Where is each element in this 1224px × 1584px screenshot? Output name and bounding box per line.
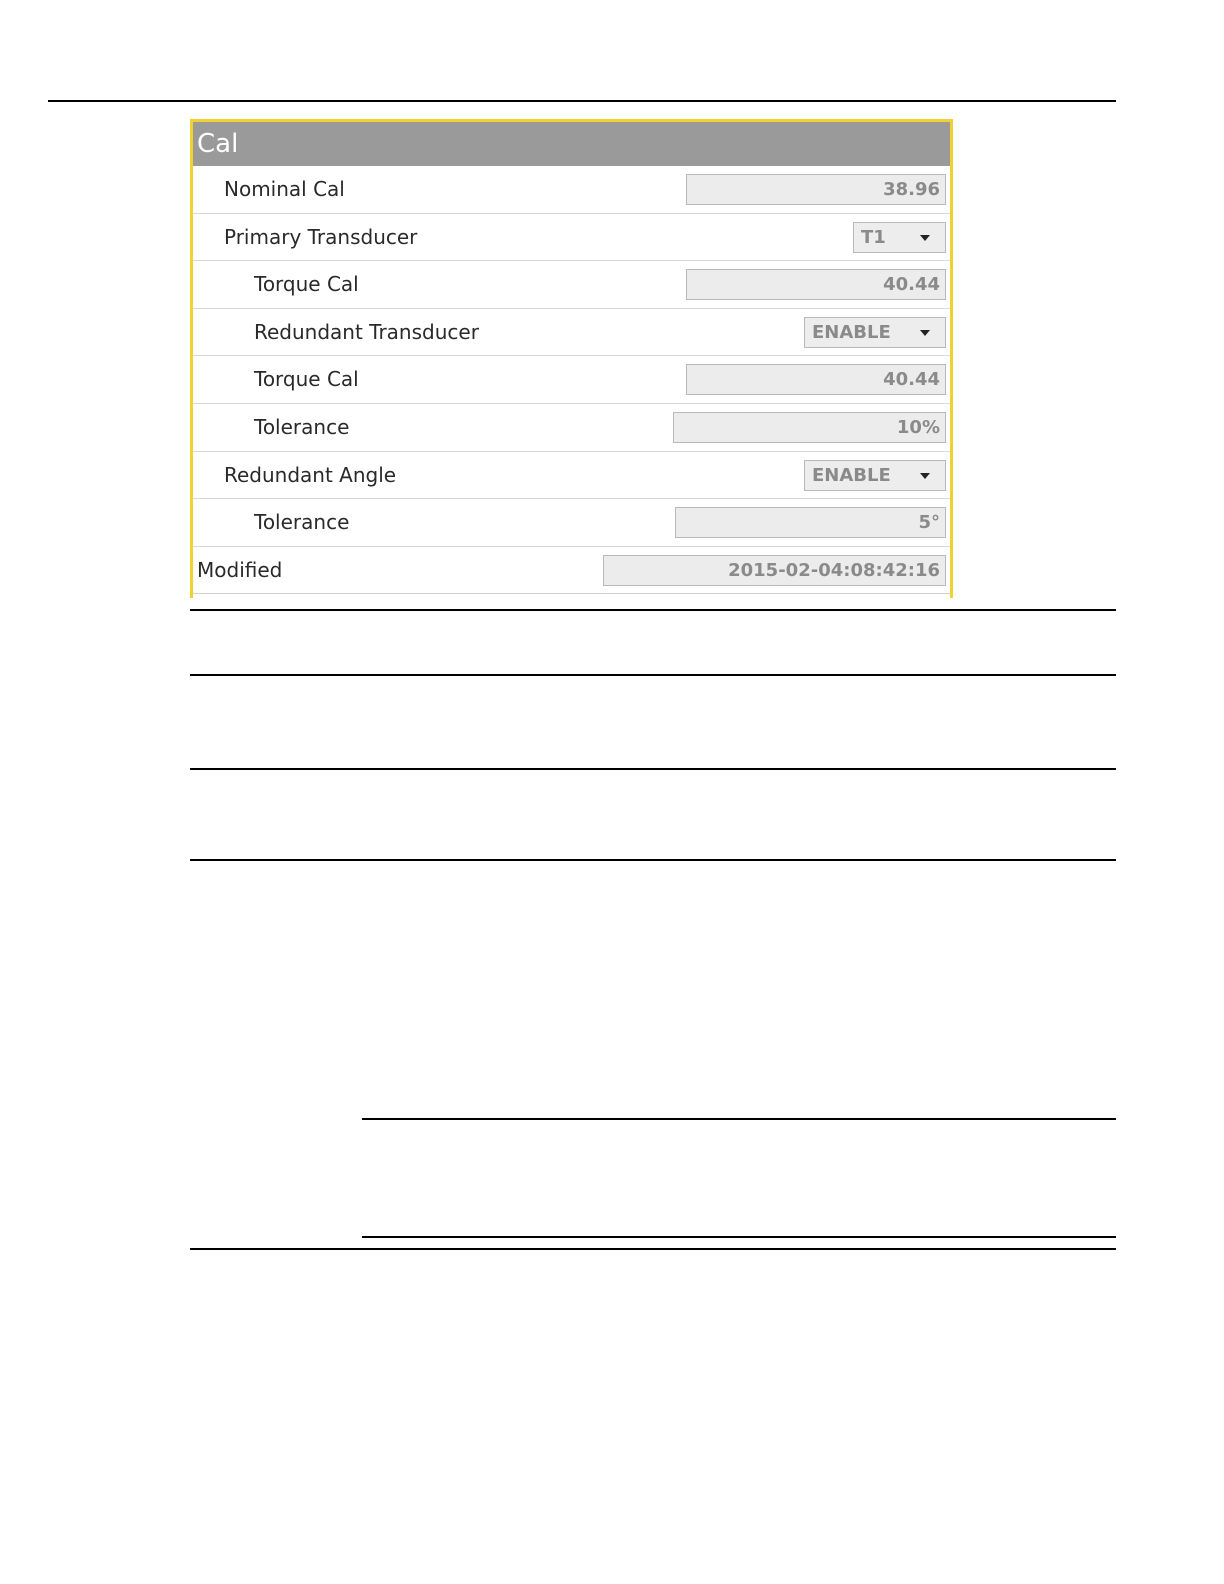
row-tolerance-percent (193, 404, 950, 452)
primary-transducer-label: Primary Transducer (224, 224, 418, 249)
divider-7 (190, 1248, 1116, 1250)
nominal-cal-label: Nominal Cal (224, 177, 345, 201)
primary-transducer-value: T1 (861, 226, 886, 248)
row-torque-cal-primary (193, 261, 950, 309)
divider-5 (362, 1118, 1116, 1120)
torque-cal-primary-field[interactable]: 40.44 (686, 269, 946, 300)
row-redundant-transducer (193, 309, 950, 357)
redundant-transducer-select[interactable] (804, 317, 946, 348)
divider-6 (362, 1236, 1116, 1238)
row-redundant-angle (193, 452, 950, 500)
row-modified (193, 547, 950, 595)
redundant-transducer-label: Redundant Transducer (254, 319, 479, 344)
cal-panel (190, 119, 953, 598)
tolerance-label: Tolerance (254, 510, 350, 535)
page-top-rule (48, 100, 1116, 102)
primary-transducer-select[interactable] (853, 222, 946, 253)
row-tolerance-degrees (193, 499, 950, 547)
tolerance-degrees-field[interactable]: 5° (675, 507, 946, 538)
chevron-down-icon (920, 235, 930, 241)
tolerance-percent-field[interactable]: 10% (673, 412, 946, 443)
divider-4 (190, 859, 1116, 861)
torque-cal-label: Torque Cal (254, 272, 359, 297)
row-nominal-cal (193, 166, 950, 214)
modified-timestamp-field: 2015-02-04:08:42:16 (603, 555, 946, 586)
panel-title: Cal (193, 122, 950, 166)
nominal-cal-field[interactable]: 38.96 (686, 174, 946, 205)
torque-cal-label: Torque Cal (254, 367, 359, 392)
row-primary-transducer (193, 214, 950, 262)
redundant-angle-label: Redundant Angle (224, 462, 397, 487)
chevron-down-icon (920, 330, 930, 336)
redundant-angle-value: ENABLE (812, 464, 891, 486)
modified-label: Modified (197, 557, 283, 582)
chevron-down-icon (920, 473, 930, 479)
torque-cal-redundant-field[interactable]: 40.44 (686, 364, 946, 395)
redundant-transducer-value: ENABLE (812, 321, 891, 343)
tolerance-label: Tolerance (254, 414, 350, 439)
redundant-angle-select[interactable] (804, 460, 946, 491)
divider-1 (190, 609, 1116, 611)
row-torque-cal-redundant (193, 356, 950, 404)
divider-3 (190, 768, 1116, 770)
divider-2 (190, 674, 1116, 676)
